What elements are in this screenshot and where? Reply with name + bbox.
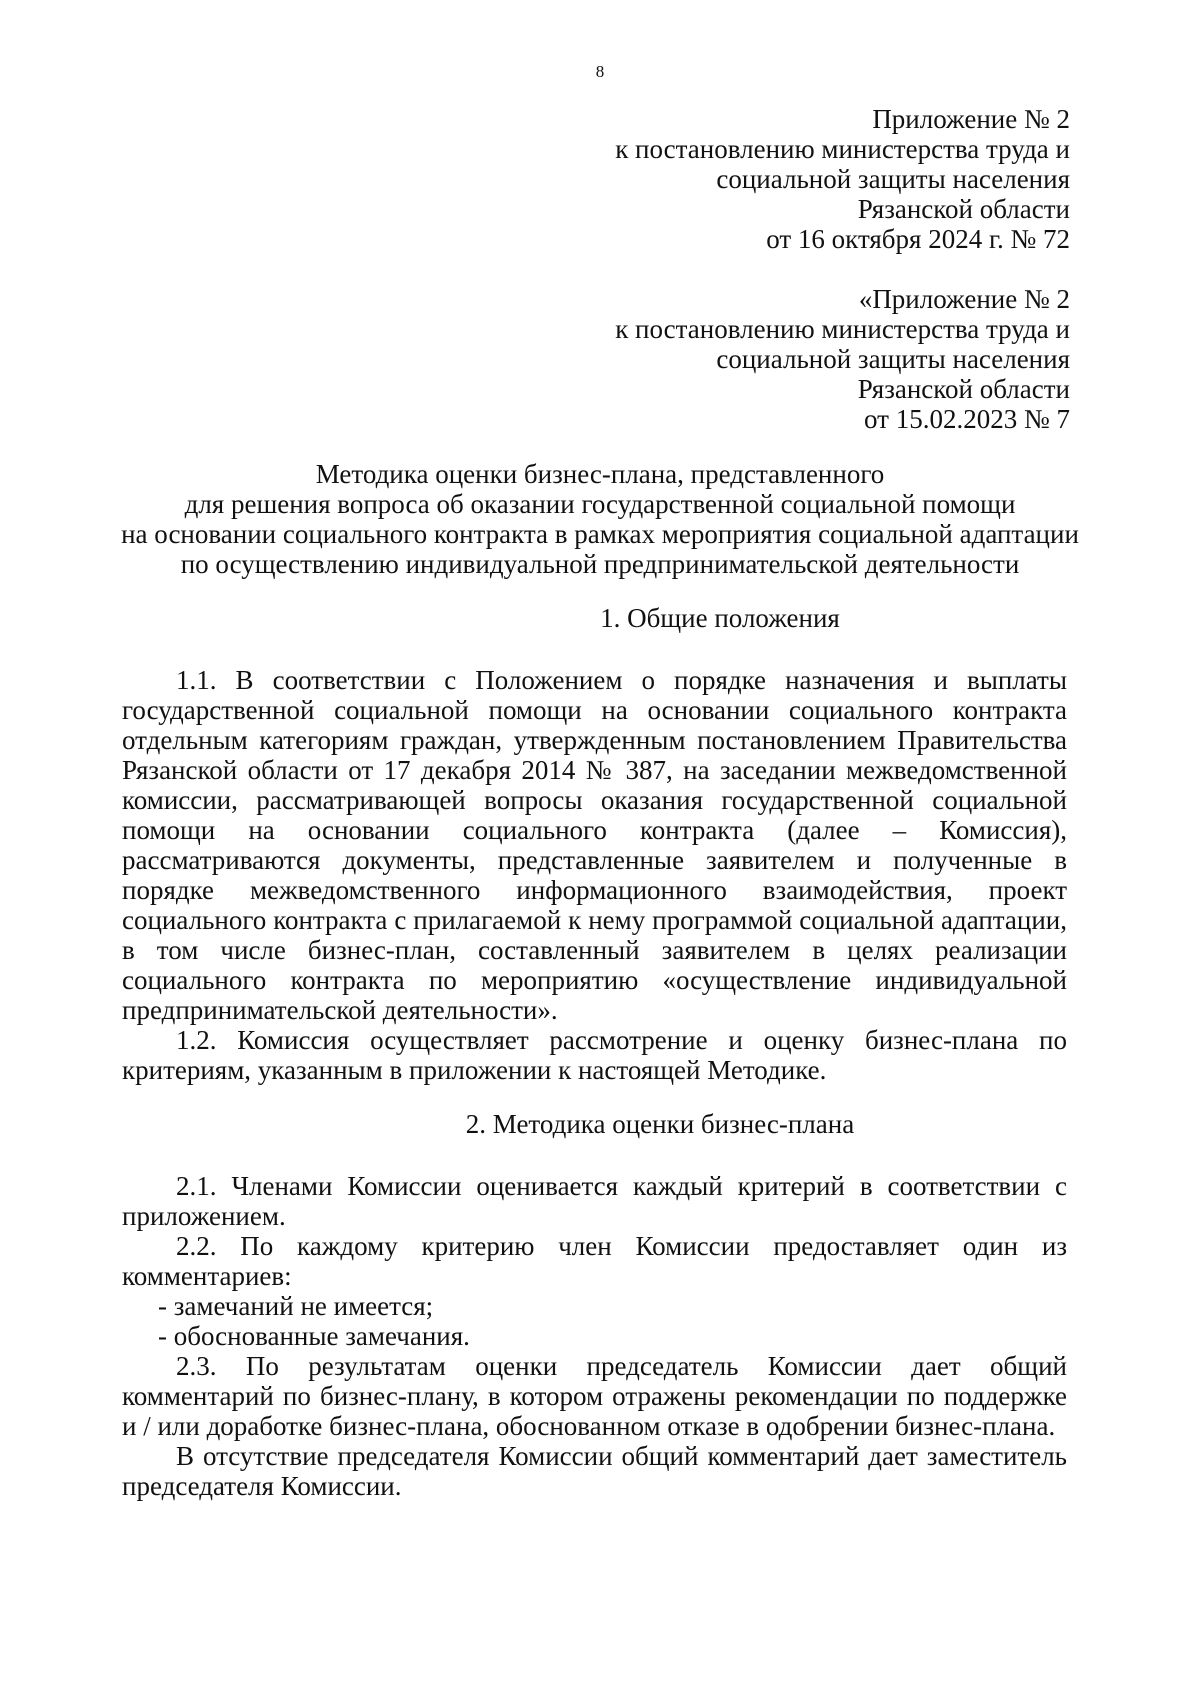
page-number: 8 <box>595 62 605 81</box>
title-line: на основании социального контракта в рамках мероприятия социальной адаптации <box>121 519 1079 549</box>
appendix-line: Приложение № 2 <box>872 104 1070 134</box>
section-1-body <box>122 665 1067 1085</box>
appendix-date-line: от 15.02.2023 № 7 <box>864 404 1070 434</box>
paragraph-2-2: 2.2. По каждому критерию член Комиссии предоставляет один из комментариев: <box>122 1231 1067 1291</box>
appendix-line: социальной защиты населения <box>716 164 1070 194</box>
document-title <box>120 459 1080 579</box>
appendix-line: «Приложение № 2 <box>858 284 1070 314</box>
section-heading-general-provisions: 1. Общие положения <box>600 603 840 633</box>
appendix-line: к постановлению министерства труда и <box>615 134 1070 164</box>
title-line: по осуществлению индивидуальной предпринимательской деятельности <box>180 549 1020 579</box>
appendix-line: к постановлению министерства труда и <box>615 314 1070 344</box>
appendix-date-line: от 16 октября 2024 г. № 72 <box>766 224 1070 254</box>
appendix-line: Рязанской области <box>857 374 1070 404</box>
list-item-no-remarks: - замечаний не имеется; <box>158 1291 434 1321</box>
appendix-line: социальной защиты населения <box>716 344 1070 374</box>
list-item-justified-remarks: - обоснованные замечания. <box>158 1321 470 1351</box>
appendix-header-current <box>370 104 1070 254</box>
paragraph-deputy-chair: В отсутствие председателя Комиссии общий комментарий дает заместитель председателя Комиссии. <box>122 1441 1067 1501</box>
section-2-body <box>122 1171 1067 1501</box>
paragraph-1-1: 1.1. В соответствии с Положением о порядке назначения и выплаты государственной социальной помощи на основании социального контракта отдельным категориям граждан, утвержденным постановлением Правительства Рязанской области от 17 декабря 2014 № 387, на заседании межведомственной комиссии, рассматривающей вопросы оказания государственной социальной помощи на основании социального контракта (далее – Комиссия), рассматриваются документы, представленные заявителем и полученные в порядке межведомственного информационного взаимодействия, проект социального контракта с прилагаемой к нему программой социальной адаптации, в том числе бизнес-план, составленный заявителем в целях реализации социального контракта по мероприятию «осуществление индивидуальной предпринимательской деятельности». <box>122 665 1067 1025</box>
paragraph-1-2: 1.2. Комиссия осуществляет рассмотрение и оценку бизнес-плана по критериям, указанным в приложении к настоящей Методике. <box>122 1025 1067 1085</box>
title-line: для решения вопроса об оказании государственной социальной помощи <box>184 489 1016 519</box>
appendix-header-original <box>370 284 1070 434</box>
title-line: Методика оценки бизнес-плана, представленного <box>315 459 885 489</box>
paragraph-2-3: 2.3. По результатам оценки председатель Комиссии дает общий комментарий по бизнес-плану, в котором отражены рекомендации по поддержке и / или доработке бизнес-плана, обоснованном отказе в одобрении бизнес-плана. <box>122 1351 1067 1441</box>
section-heading-methodology: 2. Методика оценки бизнес-плана <box>465 1109 855 1139</box>
paragraph-2-1: 2.1. Членами Комиссии оценивается каждый критерий в соответствии с приложением. <box>122 1171 1067 1231</box>
appendix-line: Рязанской области <box>857 194 1070 224</box>
